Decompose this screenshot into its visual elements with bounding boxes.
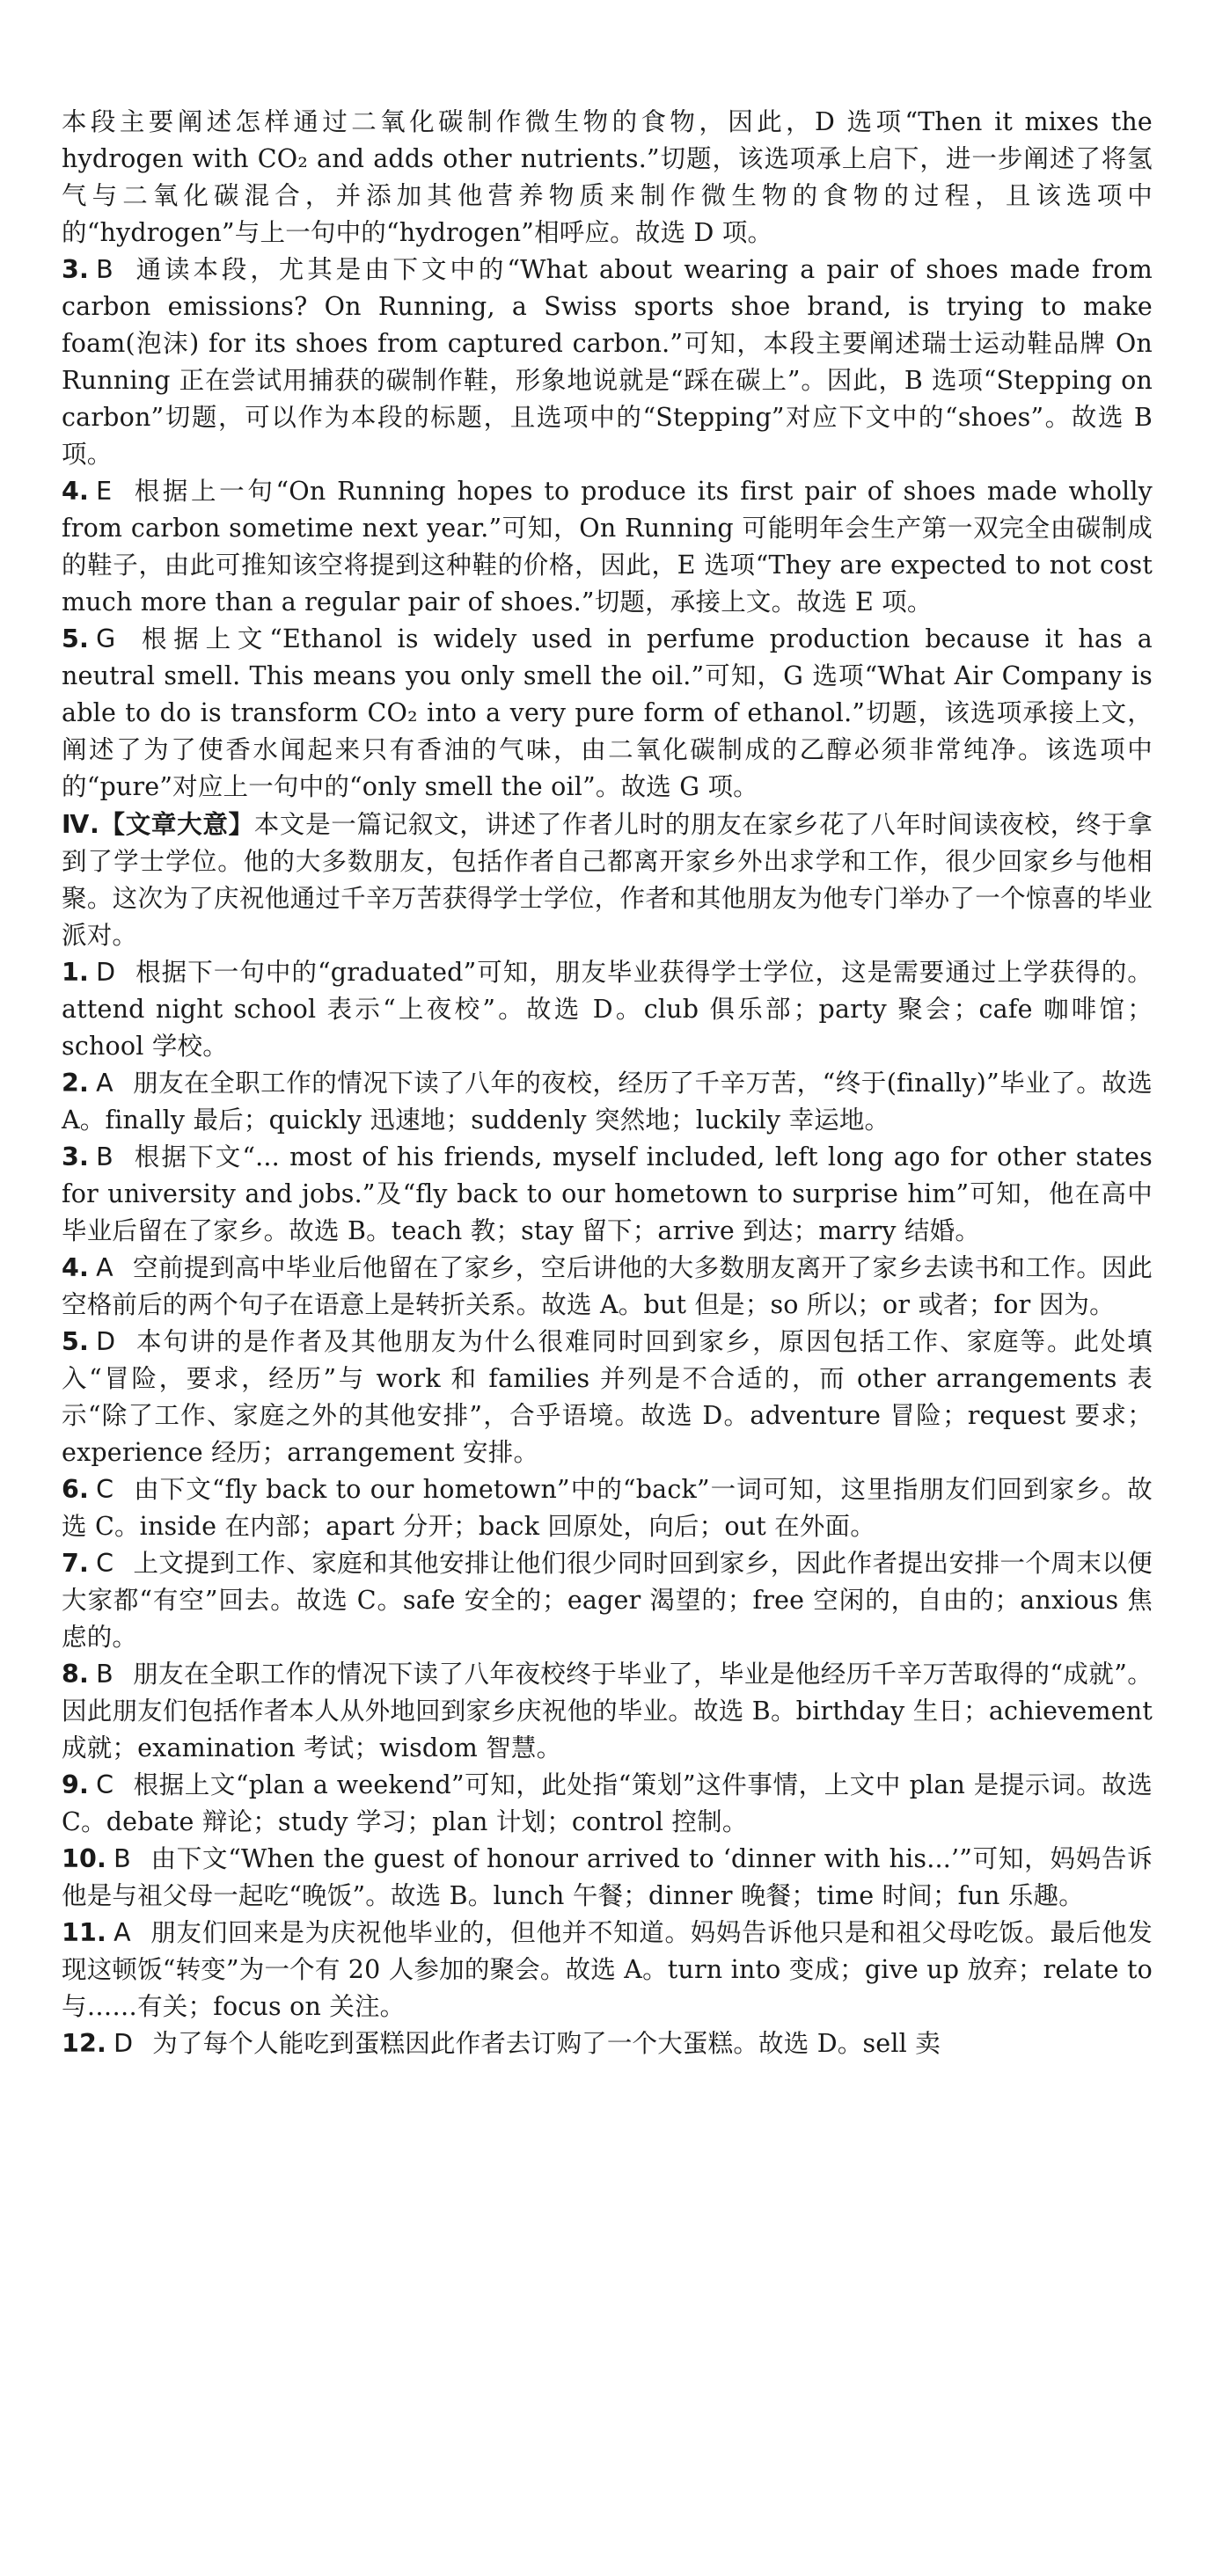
item-number: 8. <box>62 1660 90 1689</box>
item-answer: D <box>96 1327 116 1356</box>
item-number: 5. <box>62 1327 90 1356</box>
explanation-item <box>62 1324 1153 1471</box>
explanation-item <box>62 252 1153 473</box>
item-number: 4. <box>62 477 90 506</box>
item-answer: C <box>96 1475 114 1504</box>
explanation-item <box>62 1065 1153 1139</box>
item-number: 6. <box>62 1475 90 1504</box>
explanation-paragraph <box>62 104 1153 252</box>
item-number: 1. <box>62 958 90 987</box>
item-number: 12. <box>62 2029 107 2058</box>
item-answer: A <box>96 1069 113 1098</box>
item-answer: D <box>96 958 116 987</box>
item-text: 根据上文“Ethanol is widely used in perfume production because it has a neutral smell. This means you only smell the oil.”可知，G 选项“What Air Company is able to do is transform CO₂ into a very pure form of ethanol.”切题，该选项承接上文，阐述了为了使香水闻起来只有香油的气味，由二氧化碳制成的乙醇必须非常纯净。该选项中的“pure”对应上一句中的“only smell the oil”。故选 G 项。 <box>62 624 1153 801</box>
item-text: 空前提到高中毕业后他留在了家乡，空后讲他的大多数朋友离开了家乡去读书和工作。因此空格前后的两个句子在语意上是转折关系。故选 A。but 但是；so 所以；or 或者；for 因为。 <box>62 1253 1153 1319</box>
item-number: 4. <box>62 1253 90 1282</box>
item-answer: B <box>96 1142 113 1171</box>
item-number: 2. <box>62 1069 90 1098</box>
section-summary-text: 本文是一篇记叙文，讲述了作者儿时的朋友在家乡花了八年时间读夜校，终于拿到了学士学位。他的大多数朋友，包括作者自己都离开家乡外出求学和工作，很少回家乡与他相聚。这次为了庆祝他通过千辛万苦获得学士学位，作者和其他朋友为他专门举办了一个惊喜的毕业派对。 <box>62 810 1153 950</box>
item-answer: A <box>96 1253 113 1282</box>
explanation-item <box>62 1841 1153 1915</box>
item-text: 上文提到工作、家庭和其他安排让他们很少同时回到家乡，因此作者提出安排一个周末以便大家都“有空”回去。故选 C。safe 安全的；eager 渴望的；free 空闲的，自由的；anxious 焦虑的。 <box>62 1549 1153 1652</box>
item-text: 根据上文“plan a weekend”可知，此处指“策划”这件事情，上文中 plan 是提示词。故选 C。debate 辩论；study 学习；plan 计划；control 控制。 <box>62 1770 1153 1836</box>
explanation-item <box>62 1767 1153 1841</box>
answer-key-page <box>62 104 1153 2062</box>
item-answer: G <box>96 624 116 653</box>
explanation-item <box>62 621 1153 806</box>
explanation-text: 本段主要阐述怎样通过二氧化碳制作微生物的食物，因此，D 选项“Then it mixes the hydrogen with CO₂ and adds other nutrients.”切题，该选项承上启下，进一步阐述了将氢气与二氧化碳混合，并添加其他营养物质来制作微生物的食物的过程，且该选项中的“hydrogen”与上一句中的“hydrogen”相呼应。故选 D 项。 <box>62 107 1153 247</box>
item-number: 10. <box>62 1844 107 1873</box>
item-answer: B <box>96 1660 113 1689</box>
item-text: 为了每个人能吃到蛋糕因此作者去订购了一个大蛋糕。故选 D。sell 卖 <box>152 2029 941 2058</box>
item-answer: D <box>113 2029 134 2058</box>
item-answer: E <box>96 477 113 506</box>
explanation-item <box>62 1250 1153 1324</box>
explanation-item <box>62 1471 1153 1545</box>
item-answer: C <box>96 1770 114 1799</box>
explanation-item <box>62 2025 1153 2062</box>
item-number: 9. <box>62 1770 90 1799</box>
item-text: 根据下文“... most of his friends, myself included, left long ago for other states for university and jobs.”及“fly back to our hometown to surprise him”可知，他在高中毕业后留在了家乡。故选 B。teach 教；stay 留下；arrive 到达；marry 结婚。 <box>62 1142 1153 1245</box>
item-number: 7. <box>62 1549 90 1578</box>
item-text: 根据上一句“On Running hopes to produce its first pair of shoes made wholly from carbon sometime next year.”可知，On Running 可能明年会生产第一双完全由碳制成的鞋子，由此可推知该空将提到这种鞋的价格，因此，E 选项“They are expected to not cost much more than a regular pair of shoes.”切题，承接上文。故选 E 项。 <box>62 477 1153 617</box>
item-answer: C <box>96 1549 114 1578</box>
item-text: 本句讲的是作者及其他朋友为什么很难同时回到家乡，原因包括工作、家庭等。此处填入“冒险，要求，经历”与 work 和 families 并列是不合适的，而 other arrangements 表示“除了工作、家庭之外的其他安排”，合乎语境。故选 D。adventure 冒险；request 要求；experience 经历；arrangement 安排。 <box>62 1327 1153 1467</box>
explanation-item <box>62 1545 1153 1656</box>
item-answer: A <box>113 1918 131 1947</box>
item-number: 11. <box>62 1918 107 1947</box>
item-text: 朋友在全职工作的情况下读了八年夜校终于毕业了，毕业是他经历千辛万苦取得的“成就”。因此朋友们包括作者本人从外地回到家乡庆祝他的毕业。故选 B。birthday 生日；achievement 成就；examination 考试；wisdom 智慧。 <box>62 1660 1153 1762</box>
item-text: 由下文“When the guest of honour arrived to ‘dinner with his...’”可知，妈妈告诉他是与祖父母一起吃“晚饭”。故选 B。lunch 午餐；dinner 晚餐；time 时间；fun 乐趣。 <box>62 1844 1153 1910</box>
item-answer: B <box>113 1844 131 1873</box>
explanation-item <box>62 1915 1153 2025</box>
item-number: 3. <box>62 1142 90 1171</box>
item-answer: B <box>96 255 113 284</box>
explanation-item <box>62 473 1153 621</box>
explanation-item <box>62 1139 1153 1250</box>
item-number: 3. <box>62 255 90 284</box>
item-text: 朋友在全职工作的情况下读了八年的夜校，经历了千辛万苦，“终于(finally)”毕业了。故选 A。finally 最后；quickly 迅速地；suddenly 突然地；luckily 幸运地。 <box>62 1069 1153 1135</box>
item-text: 通读本段，尤其是由下文中的“What about wearing a pair of shoes made from carbon emissions? On Running, a Swiss sports shoe brand, is trying to make foam(泡沫) for its shoes from captured carbon.”可知，本段主要阐述瑞士运动鞋品牌 On Running 正在尝试用捕获的碳制作鞋，形象地说就是“踩在碳上”。因此，B 选项“Stepping on carbon”切题，可以作为本段的标题，且选项中的“Stepping”对应下文中的“shoes”。故选 B 项。 <box>62 255 1153 469</box>
explanation-item <box>62 954 1153 1065</box>
item-text: 由下文“fly back to our hometown”中的“back”一词可知，这里指朋友们回到家乡。故选 C。inside 在内部；apart 分开；back 回原处，向后；out 在外面。 <box>62 1475 1153 1541</box>
item-number: 5. <box>62 624 90 653</box>
explanation-item <box>62 1656 1153 1767</box>
item-text: 根据下一句中的“graduated”可知，朋友毕业获得学士学位，这是需要通过上学获得的。attend night school 表示“上夜校”。故选 D。club 俱乐部；party 聚会；cafe 咖啡馆；school 学校。 <box>62 958 1153 1061</box>
section-summary <box>62 806 1153 954</box>
item-text: 朋友们回来是为庆祝他毕业的，但他并不知道。妈妈告诉他只是和祖父母吃饭。最后他发现这顿饭“转变”为一个有 20 人参加的聚会。故选 A。turn into 变成；give up 放弃；relate to 与……有关；focus on 关注。 <box>62 1918 1153 2021</box>
section-title: 【文章大意】 <box>99 809 254 839</box>
section-number: Ⅳ. <box>62 810 100 839</box>
